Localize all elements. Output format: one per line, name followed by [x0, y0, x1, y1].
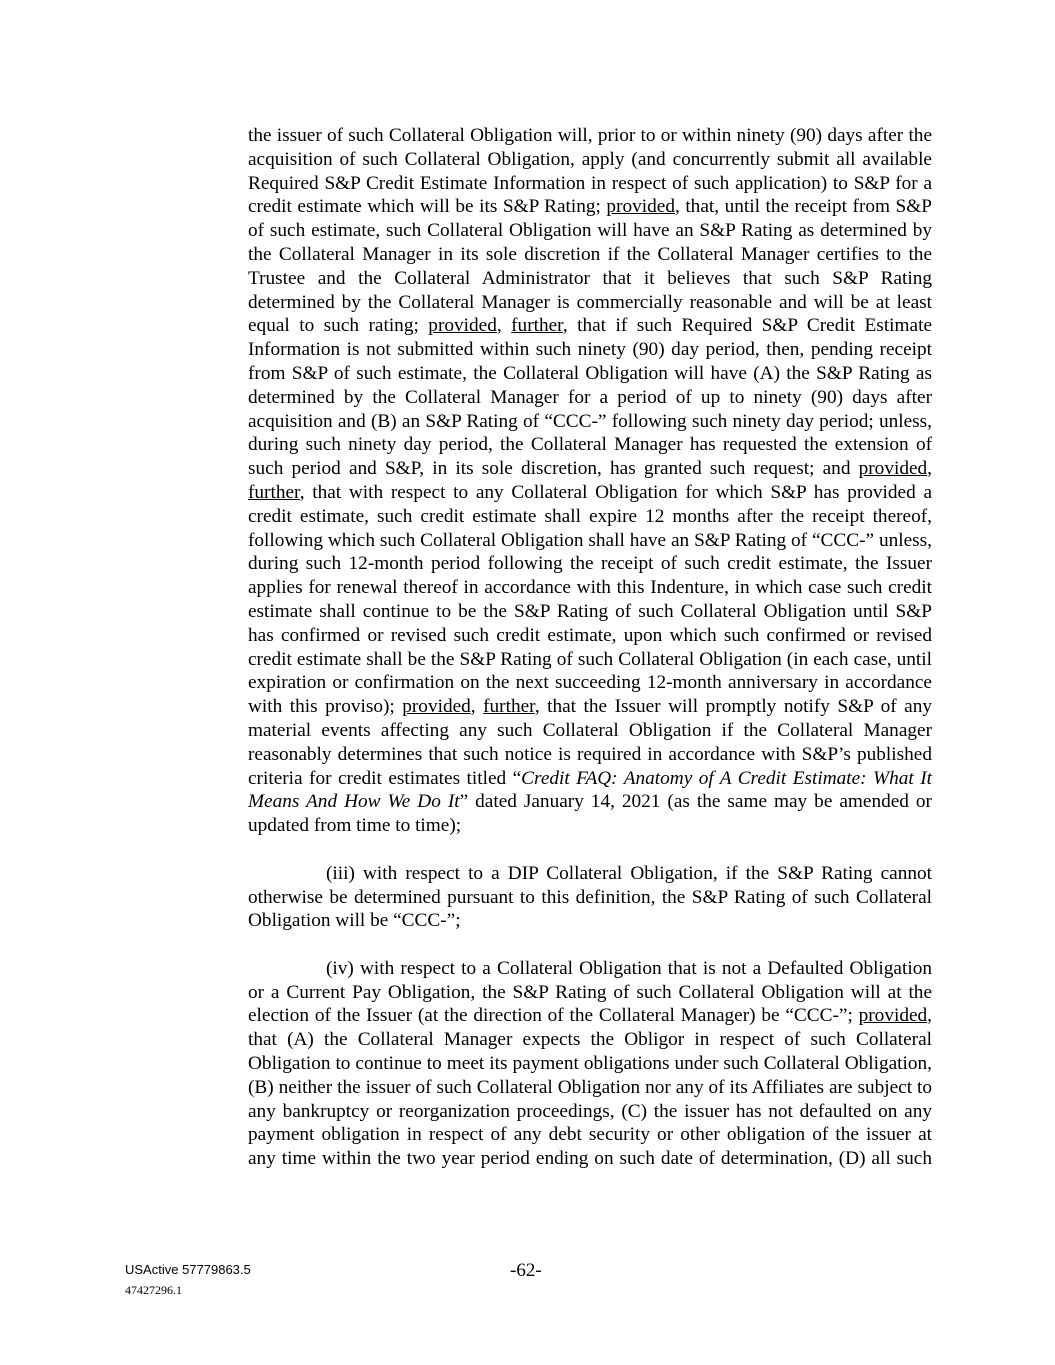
paragraph — [248, 957, 932, 1171]
underlined-term: provided — [606, 196, 675, 218]
underlined-term: further — [248, 481, 300, 503]
footer-document-id: USActive 57779863.5 — [125, 1262, 251, 1277]
underlined-term: further — [511, 315, 563, 337]
underlined-term: provided — [858, 1005, 928, 1027]
page-number: -62- — [510, 1260, 542, 1281]
text-segment: , that (A) the Collateral Manager expects the Obligor in respect of such Collateral Obligation to continue to meet its payment obligations under such Collateral Obligation, (B) neither the issuer of such Collateral Obligation nor any of its Affiliates are subject to any bankruptcy or reorganization proceedings, (C) the issuer has not defaulted on any payment obligation in respect of any debt security or other obligation of the issuer at any time within the two year period ending on such date of determination, (D) all such — [248, 1005, 932, 1170]
underlined-term: provided — [428, 315, 497, 337]
text-segment: , — [927, 458, 932, 480]
text-segment: ” dated January 14, 2021 (as the same may be amended or updated from time to time); — [248, 791, 932, 837]
italic-title: Credit FAQ: Anatomy of A Credit Estimate: What It Means And How We Do It — [248, 767, 932, 813]
text-segment: , — [496, 315, 512, 337]
underlined-term: further — [483, 696, 535, 718]
underlined-term: provided — [402, 696, 471, 718]
text-segment: (iii) with respect to a DIP Collateral Obligation, if the S&P Rating cannot otherwise be determined pursuant to this definition, the S&P Rating of such Collateral Obligation will be “CCC-”; — [248, 862, 932, 932]
paragraph — [248, 124, 932, 838]
document-body — [248, 124, 932, 1171]
footer-secondary-id: 47427296.1 — [125, 1283, 182, 1297]
text-segment: , that the Issuer will promptly notify S&P of any material events affecting any such Collateral Obligation if the Collateral Manager reasonably determines that such notice is required in accordance with S&P’s published criteria for credit estimates titled “ — [248, 696, 932, 789]
text-segment: the issuer of such Collateral Obligation will, prior to or within ninety (90) days after the acquisition of such Collateral Obligation, apply (and concurrently submit all available Required S&P Credit Estimate Information in respect of such application) to S&P for a credit estimate which will be its S&P Rating; — [248, 125, 932, 218]
underlined-term: provided — [858, 458, 928, 480]
paragraph — [248, 862, 932, 933]
text-segment: , that, until the receipt from S&P of such estimate, such Collateral Obligation will have an S&P Rating as determined by the Collateral Manager in its sole discretion if the Collateral Manager certifies to the Trustee and the Collateral Administrator that it believes that such S&P Rating determined by the Collateral Manager is commercially reasonable and will be at least equal to such rating; — [248, 196, 932, 337]
text-segment: (iv) with respect to a Collateral Obligation that is not a Defaulted Obligation or a Current Pay Obligation, the S&P Rating of such Collateral Obligation will at the election of the Issuer (at the direction of the Collateral Manager) be “CCC-”; — [248, 957, 932, 1027]
text-segment: , that if such Required S&P Credit Estimate Information is not submitted within such ninety (90) day period, then, pending receipt from S&P of such estimate, the Collateral Obligation will have (A) the S&P Rating as determined by the Collateral Manager for a period of up to ninety (90) days after acquisition and (B) an S&P Rating of “CCC-” following such ninety day period; unless, during such ninety day period, the Collateral Manager has requested the extension of such period and S&P, in its sole discretion, has granted such request; and — [248, 315, 932, 480]
text-segment: , that with respect to any Collateral Obligation for which S&P has provided a credit estimate, such credit estimate shall expire 12 months after the receipt thereof, following which such Collateral Obligation shall have an S&P Rating of “CCC-” unless, during such 12-month period following the receipt of such credit estimate, the Issuer applies for renewal thereof in accordance with this Indenture, in which case such credit estimate shall continue to be the S&P Rating of such Collateral Obligation until S&P has confirmed or revised such credit estimate, upon which such confirmed or revised credit estimate shall be the S&P Rating of such Collateral Obligation (in each case, until expiration or confirmation on the next succeeding 12-month anniversary in accordance with this proviso); — [248, 481, 932, 718]
text-segment: , — [470, 696, 484, 718]
